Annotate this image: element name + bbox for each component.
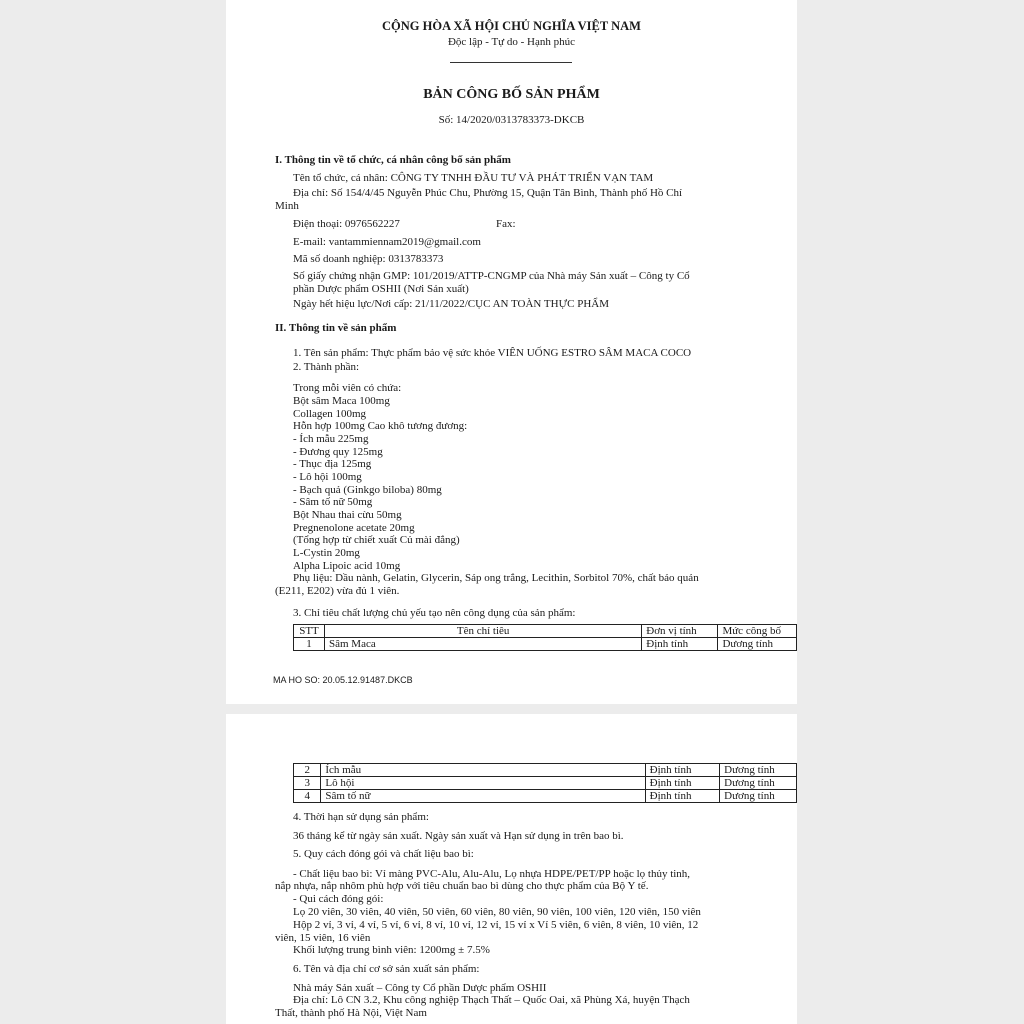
table-cell: Dương tính xyxy=(718,638,797,651)
shelf-life-title: 4. Thời hạn sử dụng sản phẩm: xyxy=(293,811,429,823)
national-header: CỘNG HÒA XÃ HỘI CHỦ NGHĨA VIỆT NAM xyxy=(382,19,641,33)
org-email: E-mail: vantammiennam2019@gmail.com xyxy=(293,236,481,248)
ingredient-line: Pregnenolone acetate 20mg xyxy=(293,522,415,534)
quality-table-continued xyxy=(293,763,797,803)
ingredient-line: - Ích mẫu 225mg xyxy=(293,433,369,445)
org-phone: Điện thoại: 0976562227 xyxy=(293,218,400,230)
table-cell: 4 xyxy=(294,790,321,803)
section-2-title: II. Thông tin về sản phẩm xyxy=(275,322,397,334)
ingredient-line: (Tổng hợp từ chiết xuất Củ mài đắng) xyxy=(293,534,460,546)
table-cell: Dương tính xyxy=(720,764,797,777)
ingredient-line: - Đương quy 125mg xyxy=(293,446,383,458)
page-gap xyxy=(226,704,797,714)
header-divider xyxy=(450,62,572,63)
table-row xyxy=(294,790,797,803)
average-weight: Khối lượng trung bình viên: 1200mg ± 7.5% xyxy=(293,944,490,956)
box-sizes-cont: viên, 15 viên, 16 viên xyxy=(275,932,371,944)
ingredient-line: - Lô hội 100mg xyxy=(293,471,362,483)
table-header-cell: Đơn vị tính xyxy=(642,625,718,638)
table-header-cell: STT xyxy=(294,625,325,638)
document-number: Số: 14/2020/0313783373-DKCB xyxy=(438,114,585,126)
excipients-cont: (E211, E202) vừa đủ 1 viên. xyxy=(275,585,400,597)
ingredient-line: Alpha Lipoic acid 10mg xyxy=(293,560,401,572)
document-page-2 xyxy=(226,714,797,1024)
table-cell: Ích mẫu xyxy=(321,764,645,777)
ingredient-line: Trong mỗi viên có chứa: xyxy=(293,382,402,394)
viewer-background-right xyxy=(797,0,1024,1024)
ingredient-line: - Thục địa 125mg xyxy=(293,458,372,470)
gmp-certificate: Số giấy chứng nhận GMP: 101/2019/ATTP-CNGMP của Nhà máy Sản xuất – Công ty Cổ xyxy=(293,270,690,282)
section-1-title: I. Thông tin về tổ chức, cá nhân công bố sản phẩm xyxy=(275,154,511,166)
quality-table xyxy=(293,624,797,651)
table-cell: Định tính xyxy=(645,764,720,777)
national-motto: Độc lập - Tự do - Hạnh phúc xyxy=(447,36,576,48)
viewer-background-left xyxy=(0,0,226,1024)
table-cell: 1 xyxy=(294,638,325,651)
ingredient-line: Collagen 100mg xyxy=(293,408,367,420)
org-name: Tên tổ chức, cá nhân: CÔNG TY TNHH ĐẦU TƯ VÀ PHÁT TRIỂN VẠN TAM xyxy=(293,172,654,184)
bottle-sizes: Lọ 20 viên, 30 viên, 40 viên, 50 viên, 60 viên, 80 viên, 90 viên, 100 viên, 120 viên, 150 viên xyxy=(293,906,701,918)
table-cell: Lô hội xyxy=(321,777,645,790)
table-header-row xyxy=(294,625,797,638)
table-cell: 2 xyxy=(294,764,321,777)
table-cell: Định tính xyxy=(642,638,718,651)
ingredient-line: Bột Nhau thai cừu 50mg xyxy=(293,509,402,521)
table-header-cell: Tên chỉ tiêu xyxy=(325,625,642,638)
org-tax-code: Mã số doanh nghiệp: 0313783373 xyxy=(293,253,444,265)
table-cell: Định tính xyxy=(645,777,720,790)
table-row xyxy=(294,638,797,651)
ingredient-line: - Sâm tố nữ 50mg xyxy=(293,496,373,508)
box-sizes: Hộp 2 vỉ, 3 vỉ, 4 vỉ, 5 vỉ, 6 vỉ, 8 vỉ, 10 vỉ, 12 vỉ, 15 vỉ x Vỉ 5 viên, 6 viên, 8 viên, 10 viên, 12 xyxy=(293,919,699,931)
manufacturer-address: Địa chỉ: Lô CN 3.2, Khu công nghiệp Thạch Thất – Quốc Oai, xã Phùng Xá, huyện Thạch xyxy=(293,994,690,1006)
packaging-material-cont: nắp nhựa, nắp nhôm phù hợp với tiêu chuẩn bao bì dùng cho thực phẩm của Bộ Y tế. xyxy=(275,880,649,892)
document-title: BẢN CÔNG BỐ SẢN PHẨM xyxy=(423,87,600,102)
excipients: Phụ liệu: Dầu nành, Gelatin, Glycerin, Sáp ong trắng, Lecithin, Sorbitol 70%, chất bảo quản xyxy=(293,572,699,584)
table-cell: 3 xyxy=(294,777,321,790)
table-row xyxy=(294,777,797,790)
table-cell: Định tính xyxy=(645,790,720,803)
gmp-certificate-cont: phần Dược phẩm OSHII (Nơi Sản xuất) xyxy=(293,283,469,295)
manufacturer-name: Nhà máy Sản xuất – Công ty Cổ phần Dược phẩm OSHII xyxy=(293,982,547,994)
manufacturer-title: 6. Tên và địa chỉ cơ sở sản xuất sản phẩm: xyxy=(293,963,480,975)
packing-title: - Qui cách đóng gói: xyxy=(293,893,384,905)
ingredient-line: Bột sâm Maca 100mg xyxy=(293,395,390,407)
file-code-footer: MA HO SO: 20.05.12.91487.DKCB xyxy=(273,675,413,685)
shelf-life: 36 tháng kể từ ngày sản xuất. Ngày sản xuất và Hạn sử dụng in trên bao bì. xyxy=(293,830,624,842)
packaging-material: - Chất liệu bao bì: Vỉ màng PVC-Alu, Alu-Alu, Lọ nhựa HDPE/PET/PP hoặc lọ thủy tinh, xyxy=(293,868,691,880)
ingredient-line: L-Cystin 20mg xyxy=(293,547,360,559)
packaging-title: 5. Quy cách đóng gói và chất liệu bao bì: xyxy=(293,848,474,860)
ingredients-title: 2. Thành phần: xyxy=(293,361,360,373)
table-cell: Dương tính xyxy=(720,790,797,803)
table-cell: Sâm Maca xyxy=(325,638,642,651)
table-cell: Sâm tố nữ xyxy=(321,790,645,803)
table-cell: Dương tính xyxy=(720,777,797,790)
quality-title: 3. Chỉ tiêu chất lượng chủ yếu tạo nên công dụng của sản phẩm: xyxy=(293,607,576,619)
expiry-date: Ngày hết hiệu lực/Nơi cấp: 21/11/2022/CỤC AN TOÀN THỰC PHẨM xyxy=(293,298,609,310)
ingredient-line: - Bạch quả (Ginkgo biloba) 80mg xyxy=(293,484,442,496)
document-page-1 xyxy=(226,0,797,704)
ingredient-line: Hỗn hợp 100mg Cao khô tương đương: xyxy=(293,420,468,432)
product-name: 1. Tên sản phẩm: Thực phẩm bảo vệ sức khỏe VIÊN UỐNG ESTRO SÂM MACA COCO xyxy=(293,347,692,359)
org-address-cont: Minh xyxy=(275,200,299,212)
org-address: Địa chỉ: Số 154/4/45 Nguyễn Phúc Chu, Phường 15, Quận Tân Bình, Thành phố Hồ Chí xyxy=(293,187,683,199)
manufacturer-address-cont: Thất, thành phố Hà Nội, Việt Nam xyxy=(275,1007,427,1019)
table-row xyxy=(294,764,797,777)
org-fax: Fax: xyxy=(496,218,516,230)
table-header-cell: Mức công bố xyxy=(718,625,797,638)
